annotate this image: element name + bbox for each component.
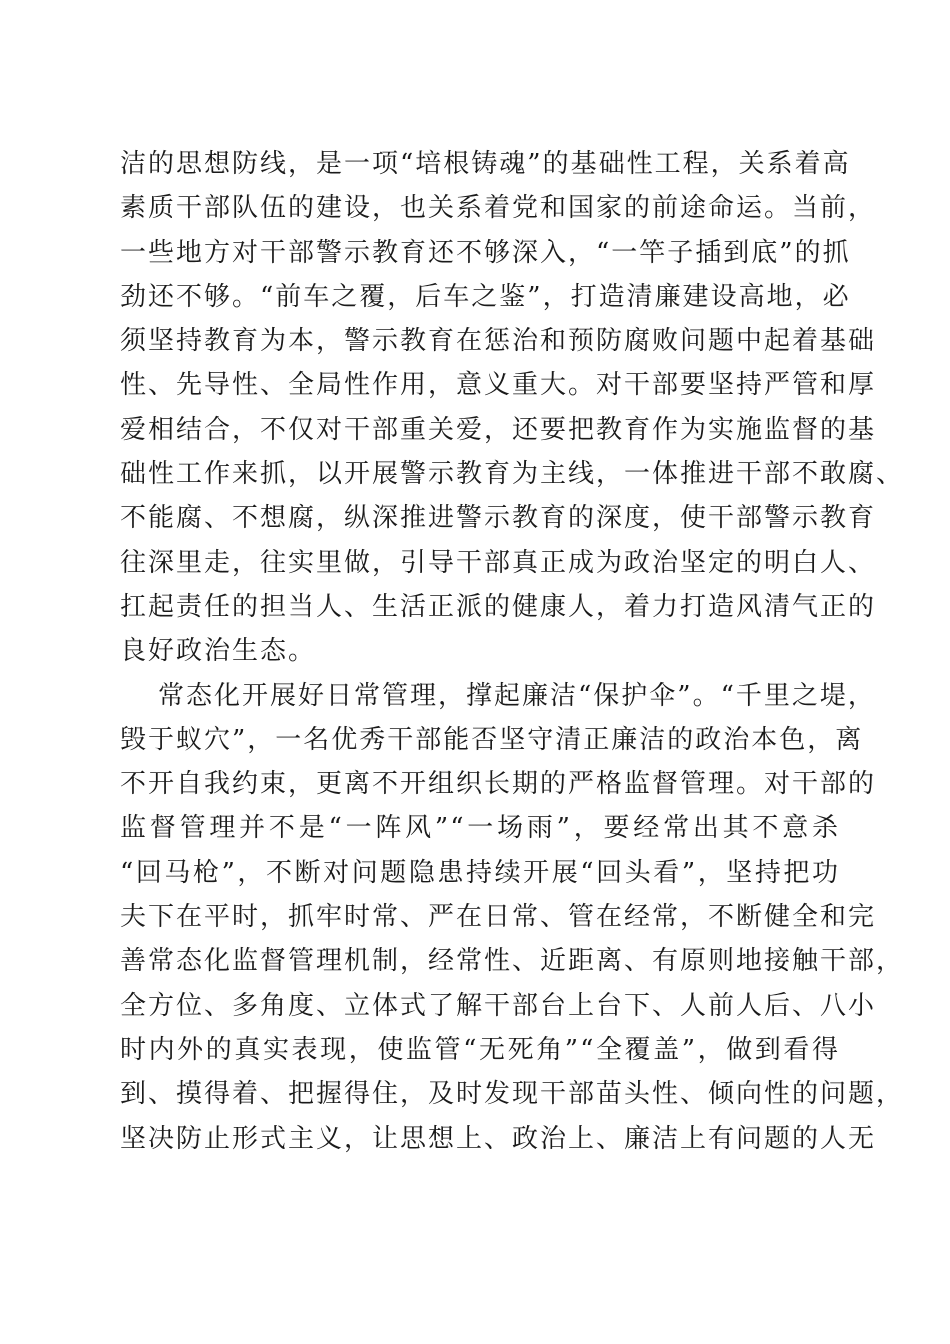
paragraph-line: 础性工作来抓，以开展警示教育为主线，一体推进干部不敢腐、 <box>120 459 905 490</box>
paragraph-1 <box>120 142 905 674</box>
paragraph-line: 夫下在平时，抓牢时常、严在日常、管在经常，不断健全和完 <box>120 902 877 933</box>
paragraph-line: 毁于蚁穴”，一名优秀干部能否坚守清正廉洁的政治本色，离 <box>120 724 864 755</box>
paragraph-line: 坚决防止形式主义，让思想上、政治上、廉洁上有问题的人无 <box>120 1123 877 1154</box>
paragraph-line: “回马枪”，不断对问题隐患持续开展“回头看”，坚持把功 <box>120 857 840 888</box>
paragraph-line: 洁的思想防线，是一项“培根铸魂”的基础性工程，关系着高 <box>120 149 851 179</box>
paragraph-line: 不开自我约束，更离不开组织长期的严格监督管理。对干部的 <box>120 769 877 800</box>
paragraph-line: 良好政治生态。 <box>120 636 317 667</box>
paragraph-line: 不能腐、不想腐，纵深推进警示教育的深度，使干部警示教育 <box>120 503 877 534</box>
document-body <box>120 142 905 1161</box>
paragraph-line: 善常态化监督管理机制，经常性、近距离、有原则地接触干部， <box>120 946 905 977</box>
paragraph-2 <box>120 674 905 1161</box>
paragraph-line: 扛起责任的担当人、生活正派的健康人，着力打造风清气正的 <box>120 591 877 622</box>
paragraph-line: 一些地方对干部警示教育还不够深入，“一竿子插到底”的抓 <box>120 237 851 268</box>
paragraph-line: 到、摸得着、把握得住，及时发现干部苗头性、倾向性的问题， <box>120 1079 905 1110</box>
paragraph-line: 性、先导性、全局性作用，意义重大。对干部要坚持严管和厚 <box>120 370 877 401</box>
paragraph-line: 须坚持教育为本，警示教育在惩治和预防腐败问题中起着基础 <box>120 326 877 357</box>
paragraph-line: 素质干部队伍的建设，也关系着党和国家的前途命运。当前， <box>120 193 877 224</box>
paragraph-line: 往深里走，往实里做，引导干部真正成为政治坚定的明白人、 <box>120 547 877 578</box>
paragraph-line: 劲还不够。“前车之覆，后车之鉴”，打造清廉建设高地，必 <box>120 281 851 312</box>
paragraph-line: 监督管理并不是“一阵风”“一场雨”，要经常出其不意杀 <box>120 813 840 844</box>
paragraph-line: 常态化开展好日常管理，撑起廉洁“保护伞”。“千里之堤， <box>158 680 876 711</box>
paragraph-line: 爱相结合，不仅对干部重关爱，还要把教育作为实施监督的基 <box>120 414 877 445</box>
paragraph-line: 时内外的真实表现，使监管“无死角”“全覆盖”，做到看得 <box>120 1034 840 1065</box>
paragraph-line: 全方位、多角度、立体式了解干部台上台下、人前人后、八小 <box>120 990 877 1021</box>
